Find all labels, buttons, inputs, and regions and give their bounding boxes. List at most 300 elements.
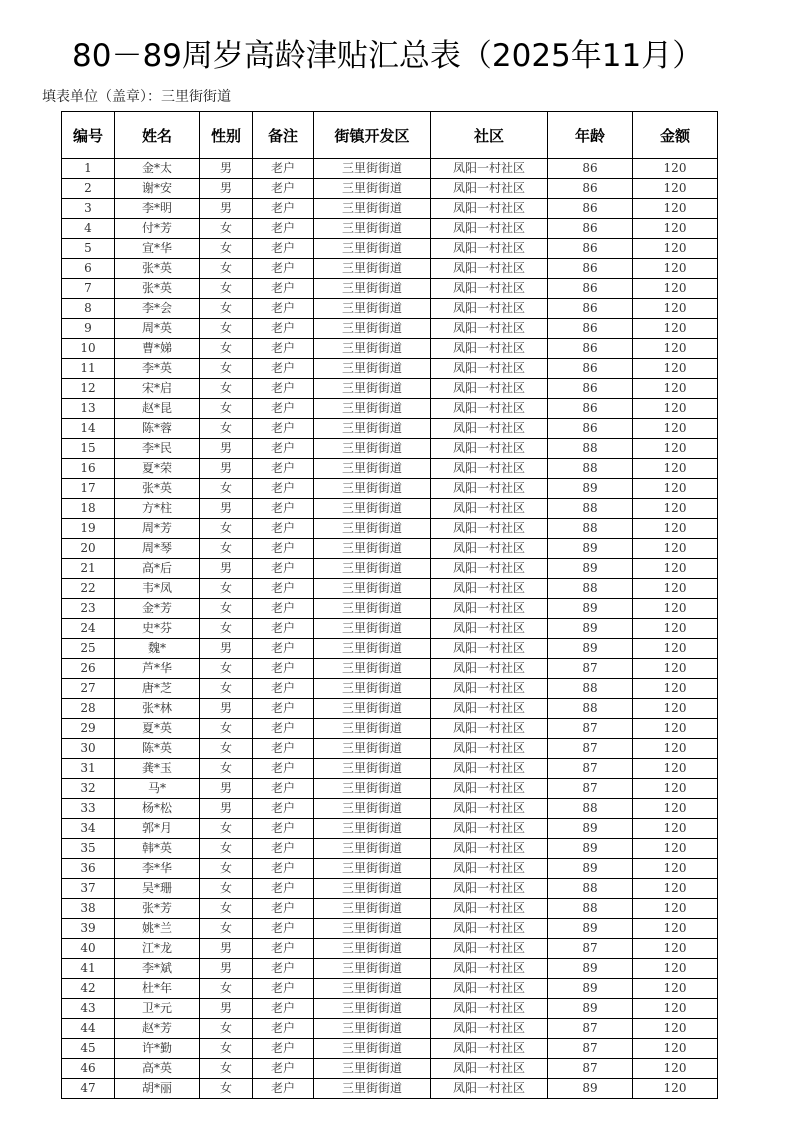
cell-name: 杜*年 [115,979,200,999]
column-header-amount: 金额 [633,112,718,159]
cell-street: 三里街街道 [314,1019,431,1039]
cell-community: 凤阳一村社区 [431,899,548,919]
cell-street: 三里街街道 [314,859,431,879]
cell-community: 凤阳一村社区 [431,679,548,699]
cell-remark: 老户 [253,919,314,939]
table-row [62,959,718,979]
table-row [62,239,718,259]
cell-gender: 女 [200,879,253,899]
cell-number: 15 [62,439,115,459]
cell-gender: 女 [200,899,253,919]
cell-age: 87 [548,759,633,779]
cell-street: 三里街街道 [314,339,431,359]
cell-number: 42 [62,979,115,999]
table-row [62,839,718,859]
cell-name: 芦*华 [115,659,200,679]
cell-name: 夏*英 [115,719,200,739]
cell-community: 凤阳一村社区 [431,359,548,379]
cell-gender: 女 [200,319,253,339]
cell-street: 三里街街道 [314,659,431,679]
cell-name: 许*勤 [115,1039,200,1059]
table-row [62,939,718,959]
cell-community: 凤阳一村社区 [431,1019,548,1039]
cell-remark: 老户 [253,179,314,199]
cell-street: 三里街街道 [314,979,431,999]
cell-amount: 120 [633,199,718,219]
cell-street: 三里街街道 [314,199,431,219]
cell-community: 凤阳一村社区 [431,439,548,459]
cell-remark: 老户 [253,159,314,179]
cell-name: 卫*元 [115,999,200,1019]
cell-community: 凤阳一村社区 [431,1039,548,1059]
cell-remark: 老户 [253,659,314,679]
cell-name: 宣*华 [115,239,200,259]
cell-age: 87 [548,1019,633,1039]
cell-gender: 男 [200,179,253,199]
cell-community: 凤阳一村社区 [431,499,548,519]
table-row [62,599,718,619]
cell-amount: 120 [633,539,718,559]
cell-remark: 老户 [253,959,314,979]
cell-remark: 老户 [253,1039,314,1059]
cell-age: 86 [548,379,633,399]
table-row [62,159,718,179]
cell-street: 三里街街道 [314,159,431,179]
cell-age: 89 [548,599,633,619]
cell-number: 10 [62,339,115,359]
cell-name: 李*华 [115,859,200,879]
cell-age: 88 [548,519,633,539]
cell-community: 凤阳一村社区 [431,419,548,439]
cell-name: 魏* [115,639,200,659]
cell-remark: 老户 [253,299,314,319]
cell-number: 14 [62,419,115,439]
cell-remark: 老户 [253,619,314,639]
cell-number: 45 [62,1039,115,1059]
cell-remark: 老户 [253,319,314,339]
cell-number: 25 [62,639,115,659]
cell-amount: 120 [633,459,718,479]
cell-number: 40 [62,939,115,959]
cell-remark: 老户 [253,579,314,599]
cell-amount: 120 [633,779,718,799]
table-row [62,1019,718,1039]
cell-amount: 120 [633,819,718,839]
cell-name: 杨*松 [115,799,200,819]
cell-gender: 男 [200,699,253,719]
cell-street: 三里街街道 [314,899,431,919]
table-row [62,579,718,599]
table-row [62,879,718,899]
cell-name: 李*斌 [115,959,200,979]
cell-number: 8 [62,299,115,319]
cell-street: 三里街街道 [314,379,431,399]
cell-amount: 120 [633,559,718,579]
cell-street: 三里街街道 [314,919,431,939]
cell-number: 38 [62,899,115,919]
cell-number: 21 [62,559,115,579]
cell-street: 三里街街道 [314,419,431,439]
cell-age: 87 [548,1059,633,1079]
cell-street: 三里街街道 [314,239,431,259]
cell-age: 88 [548,579,633,599]
cell-gender: 女 [200,339,253,359]
cell-remark: 老户 [253,279,314,299]
cell-community: 凤阳一村社区 [431,799,548,819]
cell-amount: 120 [633,499,718,519]
table-row [62,759,718,779]
table-row [62,479,718,499]
cell-name: 姚*兰 [115,919,200,939]
cell-community: 凤阳一村社区 [431,699,548,719]
cell-street: 三里街街道 [314,579,431,599]
cell-street: 三里街街道 [314,599,431,619]
cell-number: 22 [62,579,115,599]
cell-community: 凤阳一村社区 [431,1079,548,1099]
cell-name: 张*英 [115,259,200,279]
cell-remark: 老户 [253,819,314,839]
column-header-street: 街镇开发区 [314,112,431,159]
cell-age: 89 [548,539,633,559]
cell-street: 三里街街道 [314,839,431,859]
cell-street: 三里街街道 [314,359,431,379]
cell-remark: 老户 [253,699,314,719]
cell-age: 89 [548,839,633,859]
cell-gender: 男 [200,459,253,479]
cell-name: 张*英 [115,479,200,499]
cell-remark: 老户 [253,899,314,919]
cell-remark: 老户 [253,479,314,499]
cell-amount: 120 [633,339,718,359]
table-row [62,799,718,819]
cell-number: 27 [62,679,115,699]
cell-number: 20 [62,539,115,559]
cell-street: 三里街街道 [314,619,431,639]
column-header-gender: 性别 [200,112,253,159]
cell-amount: 120 [633,979,718,999]
cell-gender: 女 [200,859,253,879]
cell-name: 方*柱 [115,499,200,519]
cell-remark: 老户 [253,1059,314,1079]
cell-amount: 120 [633,179,718,199]
cell-street: 三里街街道 [314,719,431,739]
cell-remark: 老户 [253,259,314,279]
cell-gender: 男 [200,799,253,819]
cell-street: 三里街街道 [314,499,431,519]
cell-remark: 老户 [253,459,314,479]
table-row [62,859,718,879]
cell-remark: 老户 [253,379,314,399]
cell-gender: 男 [200,439,253,459]
cell-name: 高*英 [115,1059,200,1079]
cell-gender: 男 [200,959,253,979]
table-row [62,999,718,1019]
cell-age: 89 [548,479,633,499]
cell-amount: 120 [633,719,718,739]
cell-number: 29 [62,719,115,739]
cell-street: 三里街街道 [314,519,431,539]
cell-amount: 120 [633,1059,718,1079]
cell-community: 凤阳一村社区 [431,179,548,199]
cell-street: 三里街街道 [314,999,431,1019]
table-row [62,359,718,379]
cell-name: 付*芳 [115,219,200,239]
column-header-remark: 备注 [253,112,314,159]
table-row [62,539,718,559]
cell-name: 张*英 [115,279,200,299]
cell-remark: 老户 [253,399,314,419]
table-row [62,819,718,839]
cell-amount: 120 [633,839,718,859]
cell-gender: 女 [200,1039,253,1059]
cell-gender: 女 [200,659,253,679]
cell-number: 34 [62,819,115,839]
table-row [62,519,718,539]
cell-remark: 老户 [253,219,314,239]
cell-community: 凤阳一村社区 [431,159,548,179]
cell-remark: 老户 [253,679,314,699]
cell-remark: 老户 [253,799,314,819]
cell-amount: 120 [633,679,718,699]
cell-street: 三里街街道 [314,219,431,239]
cell-street: 三里街街道 [314,959,431,979]
table-row [62,459,718,479]
cell-community: 凤阳一村社区 [431,299,548,319]
cell-gender: 女 [200,299,253,319]
cell-amount: 120 [633,879,718,899]
cell-street: 三里街街道 [314,539,431,559]
cell-gender: 女 [200,399,253,419]
cell-gender: 男 [200,999,253,1019]
cell-name: 吴*珊 [115,879,200,899]
table-row [62,259,718,279]
cell-amount: 120 [633,299,718,319]
cell-street: 三里街街道 [314,819,431,839]
table-row [62,439,718,459]
cell-number: 46 [62,1059,115,1079]
cell-age: 88 [548,699,633,719]
cell-name: 马* [115,779,200,799]
cell-age: 89 [548,619,633,639]
cell-number: 6 [62,259,115,279]
cell-community: 凤阳一村社区 [431,539,548,559]
cell-amount: 120 [633,739,718,759]
cell-name: 谢*安 [115,179,200,199]
table-row [62,719,718,739]
cell-number: 28 [62,699,115,719]
cell-remark: 老户 [253,339,314,359]
cell-age: 86 [548,339,633,359]
cell-name: 张*芳 [115,899,200,919]
table-row [62,379,718,399]
cell-community: 凤阳一村社区 [431,559,548,579]
cell-gender: 男 [200,639,253,659]
cell-age: 86 [548,159,633,179]
cell-gender: 男 [200,559,253,579]
cell-community: 凤阳一村社区 [431,859,548,879]
cell-number: 33 [62,799,115,819]
cell-remark: 老户 [253,359,314,379]
cell-community: 凤阳一村社区 [431,779,548,799]
cell-remark: 老户 [253,239,314,259]
table-row [62,399,718,419]
cell-gender: 女 [200,919,253,939]
cell-amount: 120 [633,659,718,679]
cell-remark: 老户 [253,199,314,219]
table-row [62,179,718,199]
cell-community: 凤阳一村社区 [431,959,548,979]
cell-community: 凤阳一村社区 [431,819,548,839]
table-row [62,339,718,359]
cell-remark: 老户 [253,499,314,519]
cell-age: 86 [548,359,633,379]
cell-gender: 女 [200,599,253,619]
cell-gender: 女 [200,379,253,399]
cell-street: 三里街街道 [314,399,431,419]
column-header-community: 社区 [431,112,548,159]
cell-remark: 老户 [253,1079,314,1099]
cell-age: 86 [548,199,633,219]
column-header-age: 年龄 [548,112,633,159]
cell-community: 凤阳一村社区 [431,739,548,759]
cell-amount: 120 [633,939,718,959]
cell-street: 三里街街道 [314,939,431,959]
cell-age: 88 [548,499,633,519]
filing-unit-label: 填表单位（盖章）：三里街街道 [42,89,231,105]
table-row [62,299,718,319]
cell-name: 郭*月 [115,819,200,839]
subsidy-table [61,111,718,1099]
cell-name: 李*民 [115,439,200,459]
cell-name: 胡*丽 [115,1079,200,1099]
cell-age: 88 [548,799,633,819]
cell-age: 87 [548,719,633,739]
cell-amount: 120 [633,699,718,719]
cell-street: 三里街街道 [314,439,431,459]
cell-age: 88 [548,439,633,459]
table-row [62,679,718,699]
cell-community: 凤阳一村社区 [431,839,548,859]
cell-amount: 120 [633,479,718,499]
cell-number: 31 [62,759,115,779]
cell-number: 17 [62,479,115,499]
cell-community: 凤阳一村社区 [431,279,548,299]
cell-name: 陈*蓉 [115,419,200,439]
cell-remark: 老户 [253,419,314,439]
cell-amount: 120 [633,599,718,619]
cell-amount: 120 [633,859,718,879]
cell-gender: 女 [200,839,253,859]
cell-number: 5 [62,239,115,259]
cell-number: 19 [62,519,115,539]
cell-amount: 120 [633,279,718,299]
cell-name: 周*英 [115,319,200,339]
cell-age: 89 [548,959,633,979]
cell-age: 89 [548,919,633,939]
cell-number: 44 [62,1019,115,1039]
cell-amount: 120 [633,239,718,259]
cell-age: 86 [548,419,633,439]
cell-street: 三里街街道 [314,279,431,299]
table-row [62,279,718,299]
cell-age: 86 [548,279,633,299]
table-row [62,639,718,659]
table-row [62,699,718,719]
column-header-number: 编号 [62,112,115,159]
cell-name: 夏*荣 [115,459,200,479]
cell-remark: 老户 [253,719,314,739]
cell-street: 三里街街道 [314,779,431,799]
cell-amount: 120 [633,219,718,239]
cell-age: 86 [548,259,633,279]
cell-number: 13 [62,399,115,419]
cell-gender: 女 [200,539,253,559]
cell-amount: 120 [633,579,718,599]
cell-amount: 120 [633,759,718,779]
table-row [62,419,718,439]
cell-age: 87 [548,939,633,959]
cell-name: 曹*娣 [115,339,200,359]
cell-age: 89 [548,999,633,1019]
cell-community: 凤阳一村社区 [431,759,548,779]
cell-name: 高*后 [115,559,200,579]
cell-number: 37 [62,879,115,899]
cell-gender: 女 [200,519,253,539]
cell-gender: 女 [200,679,253,699]
cell-street: 三里街街道 [314,1059,431,1079]
cell-community: 凤阳一村社区 [431,879,548,899]
cell-community: 凤阳一村社区 [431,939,548,959]
cell-number: 32 [62,779,115,799]
cell-community: 凤阳一村社区 [431,979,548,999]
cell-gender: 女 [200,279,253,299]
cell-age: 89 [548,1079,633,1099]
cell-age: 88 [548,679,633,699]
cell-gender: 女 [200,359,253,379]
cell-name: 张*林 [115,699,200,719]
cell-street: 三里街街道 [314,1079,431,1099]
cell-gender: 女 [200,759,253,779]
cell-gender: 女 [200,719,253,739]
table-row [62,199,718,219]
cell-gender: 女 [200,579,253,599]
cell-community: 凤阳一村社区 [431,459,548,479]
cell-number: 23 [62,599,115,619]
cell-age: 89 [548,859,633,879]
cell-name: 陈*英 [115,739,200,759]
cell-name: 宋*启 [115,379,200,399]
cell-remark: 老户 [253,1019,314,1039]
cell-street: 三里街街道 [314,799,431,819]
cell-remark: 老户 [253,559,314,579]
cell-gender: 女 [200,219,253,239]
cell-name: 龚*玉 [115,759,200,779]
cell-remark: 老户 [253,739,314,759]
table-row [62,659,718,679]
cell-gender: 男 [200,499,253,519]
cell-age: 87 [548,659,633,679]
cell-amount: 120 [633,1039,718,1059]
cell-age: 86 [548,219,633,239]
cell-name: 赵*昆 [115,399,200,419]
table-row [62,739,718,759]
cell-gender: 男 [200,159,253,179]
cell-amount: 120 [633,799,718,819]
table-row [62,319,718,339]
table-row [62,919,718,939]
cell-number: 9 [62,319,115,339]
table-body [62,159,718,1099]
